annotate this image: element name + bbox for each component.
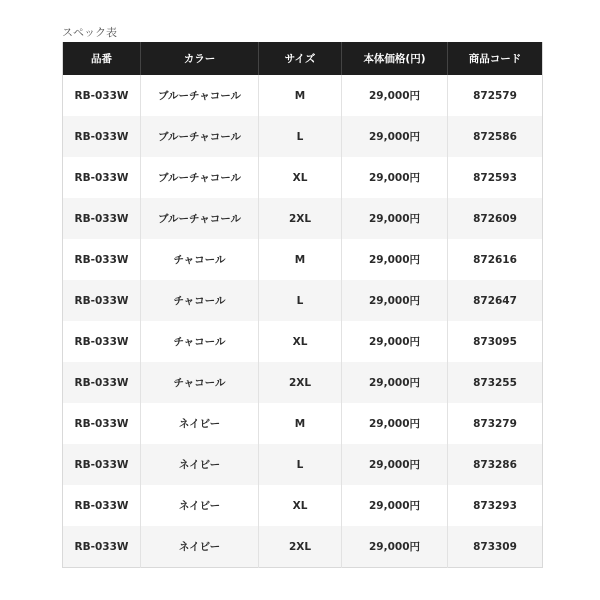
cell-part-number: RB-033W (63, 116, 141, 157)
cell-part-number: RB-033W (63, 362, 141, 403)
cell-price: 29,000円 (342, 75, 448, 116)
cell-product-code: 872609 (448, 198, 543, 239)
header-product-code: 商品コード (448, 42, 543, 75)
cell-color: チャコール (141, 362, 259, 403)
header-size: サイズ (259, 42, 342, 75)
table-row (63, 116, 543, 157)
cell-part-number: RB-033W (63, 75, 141, 116)
cell-color: ブルーチャコール (141, 75, 259, 116)
cell-product-code: 873286 (448, 444, 543, 485)
cell-color: ネイビー (141, 485, 259, 526)
cell-part-number: RB-033W (63, 444, 141, 485)
table-row (63, 444, 543, 485)
table-row (63, 403, 543, 444)
cell-color: ネイビー (141, 403, 259, 444)
cell-color: ブルーチャコール (141, 157, 259, 198)
table-body (63, 75, 543, 568)
cell-price: 29,000円 (342, 239, 448, 280)
cell-product-code: 872647 (448, 280, 543, 321)
cell-color: チャコール (141, 239, 259, 280)
spec-table (62, 42, 543, 568)
cell-product-code: 872579 (448, 75, 543, 116)
cell-size: 2XL (259, 198, 342, 239)
cell-price: 29,000円 (342, 526, 448, 568)
cell-product-code: 872586 (448, 116, 543, 157)
cell-color: ネイビー (141, 526, 259, 568)
cell-color: チャコール (141, 280, 259, 321)
cell-product-code: 872616 (448, 239, 543, 280)
cell-product-code: 873255 (448, 362, 543, 403)
cell-size: XL (259, 321, 342, 362)
cell-price: 29,000円 (342, 444, 448, 485)
cell-size: 2XL (259, 362, 342, 403)
cell-price: 29,000円 (342, 157, 448, 198)
cell-price: 29,000円 (342, 321, 448, 362)
cell-color: ブルーチャコール (141, 116, 259, 157)
cell-product-code: 873293 (448, 485, 543, 526)
table-row (63, 321, 543, 362)
cell-product-code: 873279 (448, 403, 543, 444)
header-color: カラー (141, 42, 259, 75)
cell-price: 29,000円 (342, 403, 448, 444)
table-row (63, 75, 543, 116)
cell-part-number: RB-033W (63, 198, 141, 239)
cell-part-number: RB-033W (63, 526, 141, 568)
header-part-number: 品番 (63, 42, 141, 75)
header-price: 本体価格(円) (342, 42, 448, 75)
cell-size: L (259, 444, 342, 485)
cell-price: 29,000円 (342, 362, 448, 403)
cell-size: M (259, 239, 342, 280)
spec-section (62, 24, 542, 568)
cell-product-code: 873309 (448, 526, 543, 568)
cell-part-number: RB-033W (63, 280, 141, 321)
cell-size: XL (259, 157, 342, 198)
cell-size: L (259, 280, 342, 321)
cell-product-code: 873095 (448, 321, 543, 362)
cell-size: XL (259, 485, 342, 526)
cell-product-code: 872593 (448, 157, 543, 198)
cell-size: M (259, 403, 342, 444)
cell-color: チャコール (141, 321, 259, 362)
cell-color: ブルーチャコール (141, 198, 259, 239)
cell-part-number: RB-033W (63, 403, 141, 444)
cell-price: 29,000円 (342, 116, 448, 157)
cell-size: 2XL (259, 526, 342, 568)
table-row (63, 362, 543, 403)
cell-color: ネイビー (141, 444, 259, 485)
cell-price: 29,000円 (342, 280, 448, 321)
cell-part-number: RB-033W (63, 239, 141, 280)
section-title: スペック表 (62, 26, 117, 39)
table-header-row (63, 42, 543, 75)
cell-size: M (259, 75, 342, 116)
cell-size: L (259, 116, 342, 157)
table-row (63, 280, 543, 321)
table-row (63, 239, 543, 280)
table-row (63, 198, 543, 239)
cell-part-number: RB-033W (63, 321, 141, 362)
cell-part-number: RB-033W (63, 485, 141, 526)
cell-price: 29,000円 (342, 198, 448, 239)
cell-price: 29,000円 (342, 485, 448, 526)
table-row (63, 485, 543, 526)
table-row (63, 526, 543, 568)
table-row (63, 157, 543, 198)
cell-part-number: RB-033W (63, 157, 141, 198)
